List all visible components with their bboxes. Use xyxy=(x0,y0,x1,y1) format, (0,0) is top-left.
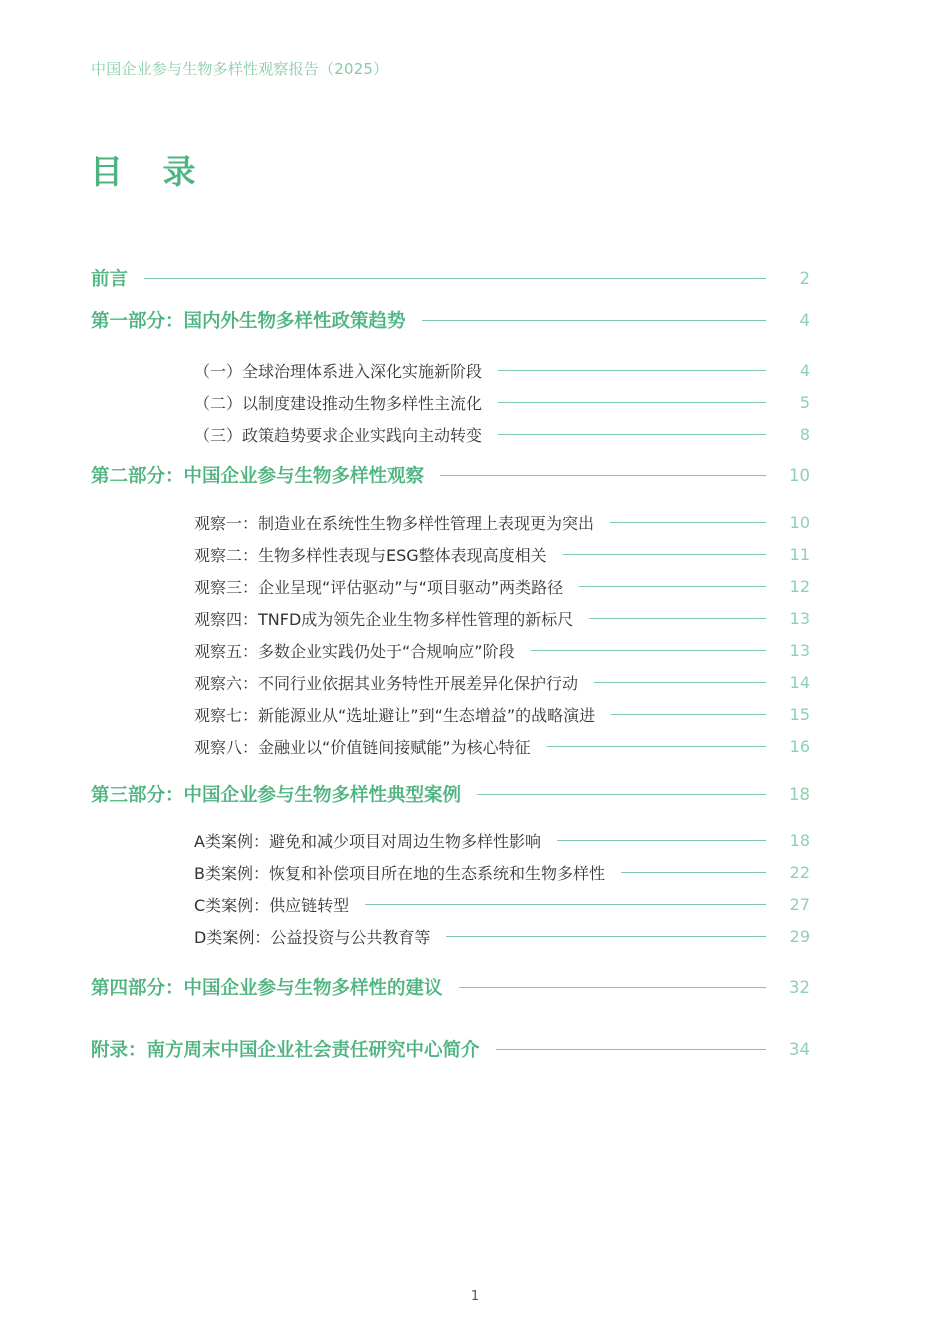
toc-section[interactable] xyxy=(91,265,810,291)
leader-line xyxy=(144,278,766,279)
toc-item[interactable] xyxy=(194,859,810,885)
page-title: 目 录 xyxy=(90,152,210,191)
leader-line xyxy=(579,586,766,587)
toc-label: A类案例：避免和减少项目对周边生物多样性影响 xyxy=(194,831,541,851)
toc-label: 观察二：生物多样性表现与ESG整体表现高度相关 xyxy=(194,545,547,565)
toc-page-number: 34 xyxy=(789,1039,810,1059)
leader-line xyxy=(498,370,766,371)
toc-page-number: 13 xyxy=(789,640,810,660)
toc-item[interactable] xyxy=(194,573,810,599)
leader-line xyxy=(498,434,766,435)
toc-label: 第四部分：中国企业参与生物多样性的建议 xyxy=(91,978,443,999)
toc-label: 观察七：新能源业从“选址避让”到“生态增益”的战略演进 xyxy=(194,705,596,725)
toc-item[interactable] xyxy=(194,509,810,535)
toc-page-number: 29 xyxy=(789,926,810,946)
toc-page-number: 10 xyxy=(789,465,810,485)
toc-item[interactable] xyxy=(194,541,810,567)
toc-label: 第三部分：中国企业参与生物多样性典型案例 xyxy=(91,785,462,806)
toc-page-number: 18 xyxy=(789,830,810,850)
leader-line xyxy=(621,872,766,873)
page-number: 1 xyxy=(470,1289,480,1304)
leader-line xyxy=(496,1049,766,1050)
toc-label: B类案例：恢复和补偿项目所在地的生态系统和生物多样性 xyxy=(194,863,605,883)
leader-line xyxy=(459,987,766,988)
toc-page-number: 22 xyxy=(789,862,810,882)
toc-item[interactable] xyxy=(194,827,810,853)
leader-line xyxy=(440,475,766,476)
toc-item[interactable] xyxy=(194,637,810,663)
toc-page-number: 32 xyxy=(789,977,810,997)
toc-item[interactable] xyxy=(194,421,810,447)
leader-line xyxy=(610,522,766,523)
toc-page-number: 14 xyxy=(789,672,810,692)
toc-page-number: 5 xyxy=(799,392,810,412)
toc-page-number: 4 xyxy=(799,360,810,380)
toc-label: 第二部分：中国企业参与生物多样性观察 xyxy=(91,466,425,487)
toc-page-number: 2 xyxy=(799,268,810,288)
toc-page-number: 15 xyxy=(789,704,810,724)
leader-line xyxy=(589,618,766,619)
leader-line xyxy=(594,682,766,683)
report-header: 中国企业参与生物多样性观察报告（2025） xyxy=(91,60,389,78)
toc-label: （三）政策趋势要求企业实践向主动转变 xyxy=(194,425,483,445)
toc-label: D类案例：公益投资与公共教育等 xyxy=(194,927,431,947)
toc-item[interactable] xyxy=(194,701,810,727)
toc-page-number: 12 xyxy=(789,576,810,596)
toc-item[interactable] xyxy=(194,389,810,415)
toc-label: C类案例：供应链转型 xyxy=(194,895,350,915)
toc-label: （二）以制度建设推动生物多样性主流化 xyxy=(194,393,483,413)
toc-page-number: 10 xyxy=(789,512,810,532)
toc-label: 前言 xyxy=(91,269,129,290)
toc-page-number: 4 xyxy=(799,310,810,330)
leader-line xyxy=(422,320,766,321)
leader-line xyxy=(446,936,766,937)
toc-item[interactable] xyxy=(194,733,810,759)
toc-section[interactable] xyxy=(91,781,810,807)
toc-item[interactable] xyxy=(194,923,810,949)
toc-label: （一）全球治理体系进入深化实施新阶段 xyxy=(194,361,483,381)
toc-section[interactable] xyxy=(91,307,810,333)
leader-line xyxy=(547,746,766,747)
leader-line xyxy=(531,650,766,651)
toc-page-number: 13 xyxy=(789,608,810,628)
toc-label: 观察八：金融业以“价值链间接赋能”为核心特征 xyxy=(194,737,531,757)
toc-item[interactable] xyxy=(194,357,810,383)
toc-item[interactable] xyxy=(194,891,810,917)
toc-page-number: 18 xyxy=(789,784,810,804)
toc-page-number: 11 xyxy=(789,544,810,564)
toc-section[interactable] xyxy=(91,462,810,488)
toc-label: 附录：南方周末中国企业社会责任研究中心简介 xyxy=(91,1040,480,1061)
leader-line xyxy=(477,794,766,795)
toc-page-number: 8 xyxy=(799,424,810,444)
toc-section[interactable] xyxy=(91,1036,810,1062)
leader-line xyxy=(611,714,766,715)
toc-label: 第一部分：国内外生物多样性政策趋势 xyxy=(91,311,406,332)
toc-section[interactable] xyxy=(91,974,810,1000)
toc-item[interactable] xyxy=(194,669,810,695)
leader-line xyxy=(498,402,766,403)
toc-item[interactable] xyxy=(194,605,810,631)
toc-page-number: 16 xyxy=(789,736,810,756)
toc-label: 观察五：多数企业实践仍处于“合规响应”阶段 xyxy=(194,641,515,661)
leader-line xyxy=(563,554,766,555)
toc-page-number: 27 xyxy=(789,894,810,914)
toc-label: 观察三：企业呈现“评估驱动”与“项目驱动”两类路径 xyxy=(194,577,564,597)
leader-line xyxy=(557,840,766,841)
toc-label: 观察六：不同行业依据其业务特性开展差异化保护行动 xyxy=(194,673,579,693)
leader-line xyxy=(365,904,766,905)
toc-label: 观察四：TNFD成为领先企业生物多样性管理的新标尺 xyxy=(194,609,574,629)
toc-label: 观察一：制造业在系统性生物多样性管理上表现更为突出 xyxy=(194,513,595,533)
